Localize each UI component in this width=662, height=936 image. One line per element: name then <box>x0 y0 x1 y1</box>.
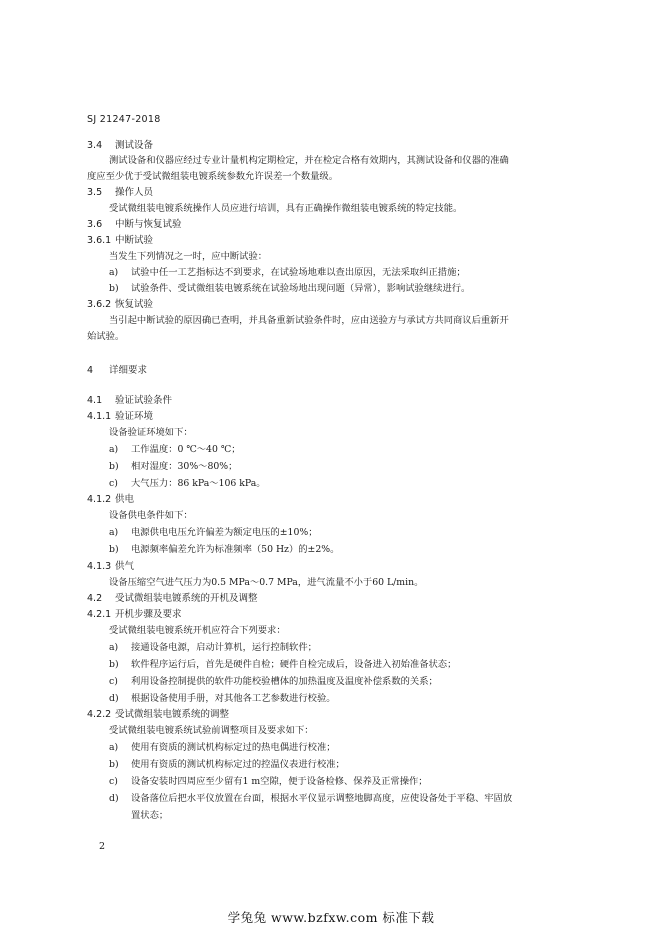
list-item <box>109 658 456 671</box>
paragraph-line: 受试微组装电镀系统试验前调整项目及要求如下： <box>109 725 314 736</box>
list-item <box>109 282 470 295</box>
list-marker: a) <box>109 527 119 538</box>
list-marker: d) <box>109 793 119 804</box>
section-title: 供电 <box>115 494 135 505</box>
section-heading <box>87 560 134 573</box>
section-heading <box>87 410 153 423</box>
list-marker: b) <box>109 283 119 294</box>
section-heading <box>87 186 153 199</box>
paragraph-line: 设备供电条件如下： <box>109 510 193 521</box>
list-item <box>109 266 466 279</box>
list-marker: a) <box>109 444 119 455</box>
section-title: 测试设备 <box>115 140 154 151</box>
section-number: 3.4 <box>87 140 103 151</box>
paragraph-line: 置状态； <box>131 810 169 821</box>
section-heading <box>87 234 153 247</box>
section-number: 4 <box>87 365 94 376</box>
list-item-text: 大气压力：86 kPa～106 kPa。 <box>131 478 266 489</box>
paragraph-line: 当引起中断试验的原因确已查明，并具备重新试验条件时，应由送验方与承试方共同商议后重新开 <box>109 315 509 326</box>
list-item <box>109 526 318 539</box>
section-number: 4.1.2 <box>87 494 112 505</box>
section-heading <box>87 708 229 721</box>
list-item-text: 试验条件、受试微组装电镀系统在试验场地出现问题（异常），影响试验继续进行。 <box>131 283 471 294</box>
list-item <box>109 543 339 556</box>
page-number: 2 <box>99 841 106 852</box>
list-item <box>109 675 438 688</box>
list-item-text: 使用有资质的测试机构标定过的热电偶进行校准； <box>131 742 336 753</box>
list-item-text: 软件程序运行后，首先是硬件自检；硬件自检完成后，设备进入初始准备状态； <box>131 659 457 670</box>
section-title: 受试微组装电镀系统的调整 <box>115 709 230 720</box>
list-item <box>109 641 317 654</box>
list-item-text: 电源频率偏差允许为标准频率（50 Hz）的±2%。 <box>131 544 340 555</box>
section-number: 3.6.2 <box>87 299 112 310</box>
list-item <box>109 792 512 805</box>
list-marker: d) <box>109 693 119 704</box>
paragraph-line: 受试微组装电镀系统开机应符合下列要求： <box>109 625 286 636</box>
list-item-text: 工作温度：0 ℃～40 ℃； <box>131 444 241 455</box>
section-heading <box>87 298 153 311</box>
section-number: 4.1 <box>87 395 103 406</box>
section-number: 4.1.3 <box>87 561 112 572</box>
section-title: 受试微组装电镀系统的开机及调整 <box>115 593 258 604</box>
paragraph-line: 设备压缩空气进气压力为0.5 MPa～0.7 MPa，进气流量不小于60 L/min。 <box>109 577 424 588</box>
paragraph-line: 始试验。 <box>87 331 125 342</box>
section-title: 中断与恢复试验 <box>115 219 182 230</box>
paragraph-line: 当发生下列情况之一时，应中断试验： <box>109 251 268 262</box>
section-title: 供气 <box>115 561 135 572</box>
list-item <box>109 758 345 771</box>
section-number: 3.5 <box>87 187 103 198</box>
list-item-text: 设备落位后把水平仪放置在台面，根据水平仪显示调整地脚高度，应使设备处于平稳、牢固放 <box>131 793 513 804</box>
paragraph-line: 度应至少优于受试微组装电镀系统参数允许误差一个数量级。 <box>87 171 339 182</box>
list-marker: b) <box>109 659 119 670</box>
list-item <box>109 477 266 490</box>
list-item-text: 根据设备使用手册，对其他各工艺参数进行校验。 <box>131 693 336 704</box>
paragraph-line: 测试设备和仪器应经过专业计量机构定期检定，并在检定合格有效期内，其测试设备和仪器的准确 <box>109 155 509 166</box>
section-number: 4.1.1 <box>87 411 112 422</box>
list-marker: b) <box>109 461 119 472</box>
section-title: 操作人员 <box>115 187 154 198</box>
list-item <box>109 775 428 788</box>
list-item <box>109 460 237 473</box>
section-heading <box>87 608 182 621</box>
section-title: 恢复试验 <box>115 299 154 310</box>
list-marker: b) <box>109 544 119 555</box>
section-number: 3.6 <box>87 219 103 230</box>
section-heading <box>87 493 134 506</box>
list-marker: a) <box>109 267 119 278</box>
list-item-text: 利用设备控制提供的软件功能校验槽体的加热温度及温度补偿系数的关系； <box>131 676 438 687</box>
section-title: 详细要求 <box>109 365 148 376</box>
footer-watermark: 学兔兔 www.bzfxw.com 标准下载 <box>227 910 435 925</box>
section-title: 开机步骤及要求 <box>115 609 182 620</box>
section-number: 4.2 <box>87 593 103 604</box>
section-number: 4.2.2 <box>87 709 112 720</box>
list-marker: c) <box>109 676 118 687</box>
section-title: 中断试验 <box>115 235 154 246</box>
list-item-text: 使用有资质的测试机构标定过的控温仪表进行校准； <box>131 759 345 770</box>
list-marker: c) <box>109 776 118 787</box>
section-title: 验证环境 <box>115 411 154 422</box>
list-item <box>109 692 336 705</box>
list-item-text: 电源供电电压允许偏差为额定电压的±10%； <box>131 527 318 538</box>
section-heading <box>87 592 258 605</box>
paragraph-line: 受试微组装电镀系统操作人员应进行培训，具有正确操作微组装电镀系统的特定技能。 <box>109 203 463 214</box>
section-heading <box>87 394 172 407</box>
section-heading <box>87 218 182 231</box>
list-item <box>109 741 336 754</box>
list-marker: c) <box>109 478 118 489</box>
list-marker: a) <box>109 642 119 653</box>
list-marker: a) <box>109 742 119 753</box>
section-number: 4.2.1 <box>87 609 112 620</box>
section-heading <box>87 364 147 377</box>
section-number: 3.6.1 <box>87 235 112 246</box>
section-heading <box>87 139 153 152</box>
list-item-text: 试验中任一工艺指标达不到要求，在试验场地难以查出原因，无法采取纠正措施； <box>131 267 466 278</box>
list-item <box>109 443 241 456</box>
paragraph-line: 设备验证环境如下： <box>109 427 193 438</box>
list-marker: b) <box>109 759 119 770</box>
list-item-text: 接通设备电源，启动计算机，运行控制软件； <box>131 642 317 653</box>
standard-code: SJ 21247-2018 <box>87 114 161 125</box>
section-title: 验证试验条件 <box>115 395 173 406</box>
list-item-text: 设备安装时四周应至少留有1 m空隙，便于设备检修、保养及正常操作； <box>131 776 428 787</box>
list-item-text: 相对湿度：30%～80%； <box>131 461 238 472</box>
